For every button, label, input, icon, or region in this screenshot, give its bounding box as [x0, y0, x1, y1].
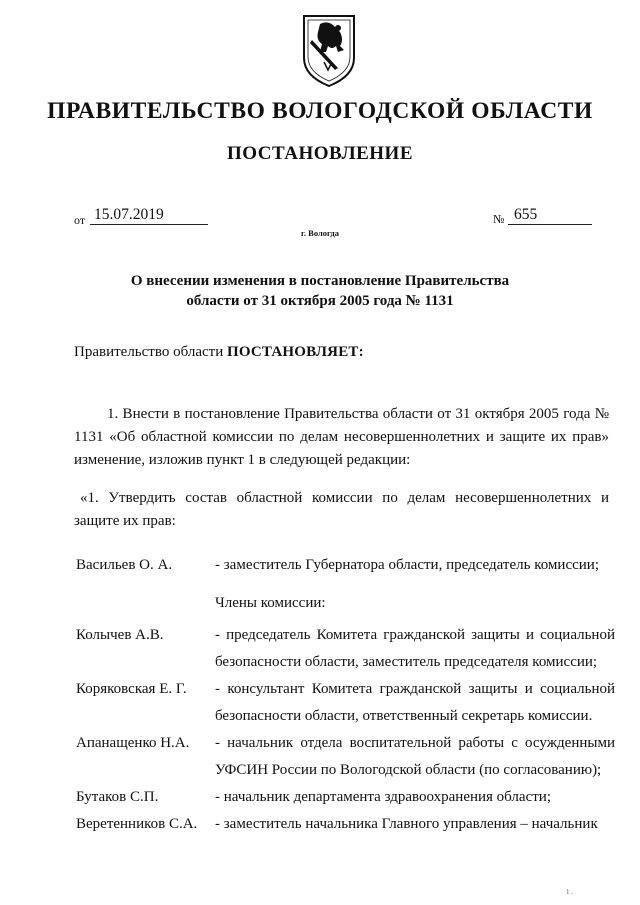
coat-of-arms-icon — [298, 10, 360, 90]
document-number: 655 — [508, 206, 592, 225]
members-heading: Члены комиссии: — [215, 595, 326, 611]
number-prefix: № — [493, 212, 505, 226]
organization-title: ПРАВИТЕЛЬСТВО ВОЛОГОДСКОЙ ОБЛАСТИ — [47, 98, 593, 124]
member-name: Веретенников С.А. — [76, 816, 198, 832]
member-role: - заместитель Губернатора области, председатель комиссии; — [215, 557, 599, 573]
member-name: Васильев О. А. — [76, 557, 173, 573]
member-name: Коряковская Е. Г. — [76, 681, 187, 697]
paragraph-1: 1. Внести в постановление Правительства области от 31 октября 2005 года № 1131 «Об областной комиссии по делам несовершеннолетних и защите их прав» изменение, изложив пункт 1 в следующей редакции: — [74, 406, 609, 468]
subject-line-1: О внесении изменения в постановление Правительства — [130, 273, 510, 289]
member-role: - заместитель начальника Главного управления – начальник — [215, 816, 598, 832]
document-type: ПОСТАНОВЛЕНИЕ — [226, 143, 414, 164]
member-name: Апанащенко Н.А. — [76, 735, 190, 751]
member-role: - начальник отдела воспитательной работы с осужденными УФСИН России по Вологодской области (по согласованию); — [215, 735, 615, 778]
member-role: - председатель Комитета гражданской защиты и социальной безопасности области, заместитель председателя комиссии; — [215, 627, 615, 670]
date-prefix: от — [74, 213, 86, 227]
member-name: Колычев А.В. — [76, 627, 164, 643]
member-role: - консультант Комитета гражданской защиты и социальной безопасности области, ответственный секретарь комиссии. — [215, 681, 615, 724]
document-date: 15.07.2019 — [90, 206, 208, 225]
member-role: - начальник департамента здравоохранения области; — [215, 789, 551, 805]
document-subject — [0, 271, 640, 311]
city: г. Вологда — [301, 228, 339, 238]
decree-statement — [74, 344, 364, 361]
member-name: Бутаков С.П. — [76, 789, 159, 805]
paragraph-2: «1. Утвердить состав областной комиссии по делам несовершеннолетних и защите их прав: — [74, 490, 609, 529]
decree-lead: Правительство области — [74, 344, 224, 360]
decree-word: ПОСТАНОВЛЯЕТ: — [226, 344, 364, 360]
page-mark: 1 . — [566, 888, 573, 896]
subject-line-2: области от 31 октября 2005 года № 1131 — [186, 293, 454, 309]
